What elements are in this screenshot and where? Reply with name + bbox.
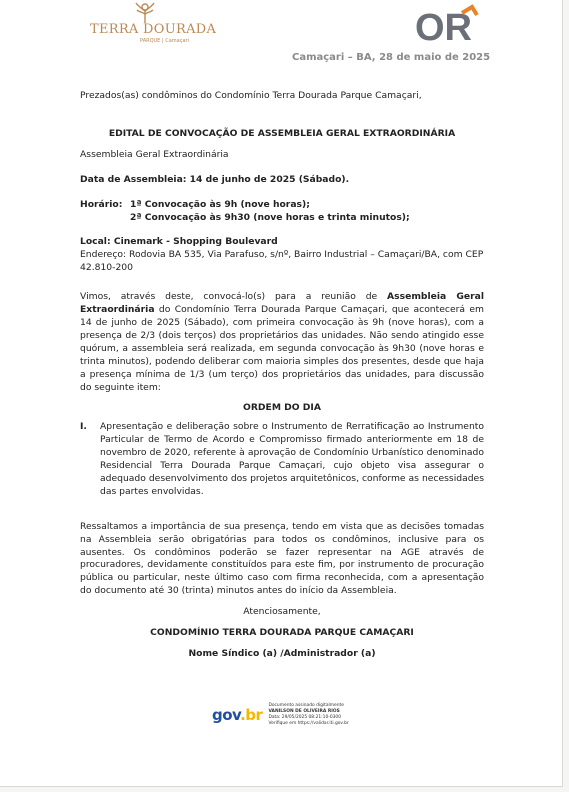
condominio-name: CONDOMÍNIO TERRA DOURADA PARQUE CAMAÇARI [150, 627, 414, 639]
assembly-date: Data de Assembleia: 14 de junho de 2025 (Sábado). [80, 173, 350, 185]
signature-signer: VANILSON DE OLIVEIRA RIOS [268, 709, 340, 714]
signature-line-1: Documento assinado digitalmente [268, 703, 344, 708]
edital-subtitle: Assembleia Geral Extraordinária [80, 148, 229, 160]
paragraph-convocation-rest: do Condomínio Terra Dourada Parque Camaçari, que acontecerá em 14 de junho de 2025 (Sábado), com primeira convocação às 9h (nove horas), com a presença de 2/3 (dois terços) dos proprietários das unidades. Não sendo atingido esse quórum, a assembleia será realizada, em segunda convocação às 9h30 (nove horas e trinta minutos), podendo deliberar com maioria simples dos presentes, desde que haja a presença mínima de 1/3 (um terço) dos proprietários das unidades, para discussão do seguinte item: [80, 304, 484, 393]
govbr-logo-gov: gov [212, 706, 241, 724]
terra-dourada-logo [90, 2, 217, 44]
or-logo-icon [415, 3, 485, 47]
local: Local: Cinemark - Shopping Boulevard [80, 236, 278, 248]
brand-name: TERRA DOURADA [90, 22, 217, 37]
endereco: Endereço: Rodovia BA 535, Via Parafuso, s/nº, Bairro Industrial – Camaçari/BA, com CEP 42.810-200 [80, 249, 484, 274]
signature-verify-link[interactable]: Verifique em https://validar.iti.gov.br [268, 721, 349, 726]
ordem-item-number: I. [80, 421, 87, 433]
partner-logo-text: OR [415, 7, 472, 47]
paragraph-convocation [80, 291, 484, 394]
brand-subtitle: PARQUE | Camaçari [140, 38, 189, 44]
signature-date: Data: 29/05/2025 08:21:10-0300 [268, 715, 341, 720]
signature-details [268, 703, 348, 727]
ordem-title: ORDEM DO DIA [243, 402, 321, 414]
paragraph-convocation-bold: Assembleia Geral Extraordinária [80, 291, 484, 316]
edital-title: EDITAL DE CONVOCAÇÃO DE ASSEMBLEIA GERAL EXTRAORDINÁRIA [108, 127, 456, 139]
ordem-item-text: Apresentação e deliberação sobre o Instrumento de Rerratificação ao Instrumento Particular de Termo de Acordo e Compromisso firmado anteriormente em 18 de novembro de 2020, referente à aprovação de Condomínio Urbanístico denominado Residencial Terra Dourada Parque Camaçari, cujo objeto visa assegurar o adequado desenvolvimento dos projetos arquitetônicos, conforme as necessidades das partes envolvidas. [100, 421, 484, 497]
terra-dourada-emblem-icon [133, 2, 157, 24]
signer-role: Nome Síndico (a) /Administrador (a) [188, 648, 376, 659]
date-line: Camaçari – BA, 28 de maio de 2025 [292, 52, 491, 63]
greeting: Prezados(as) condôminos do Condomínio Terra Dourada Parque Camaçari, [80, 90, 422, 101]
horario-label: Horário: [80, 198, 123, 210]
horario-block [80, 199, 484, 225]
closing: Atenciosamente, [243, 606, 321, 618]
govbr-logo-br: .br [240, 706, 263, 724]
horario-first-call: 1ª Convocação às 9h (nove horas); [130, 198, 310, 210]
ordem-item [80, 421, 484, 498]
govbr-logo [212, 706, 262, 724]
letter-body [80, 90, 484, 661]
horario-second-call: 2ª Convocação às 9h30 (nove horas e trinta minutos); [130, 211, 410, 223]
partner-logo [415, 3, 485, 51]
paragraph-importance: Ressaltamos a importância de sua presença, tendo em vista que as decisões tomadas na Assembleia serão obrigatórias para todos os condôminos, inclusive para os ausentes. Os condôminos poderão se fazer representar na AGE através de procuradores, devidamente constituídos para este fim, por instrumento de procuração pública ou particular, neste último caso com firma reconhecida, com a apresentação do documento até 30 (trinta) minutos antes do início da Assembleia. [80, 520, 484, 597]
paragraph-convocation-start: Vimos, através deste, convocá-lo(s) para a reunião de [80, 291, 388, 303]
digital-signature [212, 703, 349, 727]
